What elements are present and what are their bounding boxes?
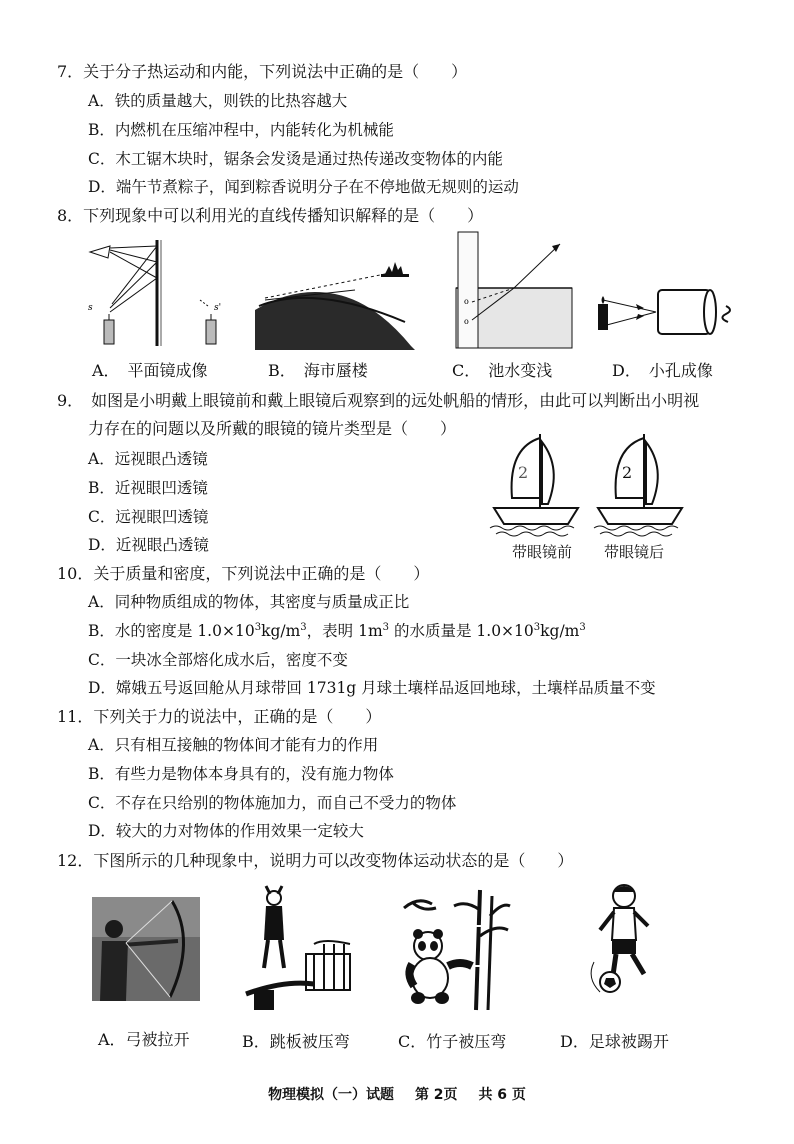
svg-text:2: 2: [622, 463, 633, 482]
q12-caption-c: C．竹子被压弯: [398, 1032, 507, 1051]
diving-board-figure: [244, 884, 356, 1012]
q10-stem: 10．关于质量和密度，下列说法中正确的是（ ）: [57, 564, 430, 583]
q11-option-c: C．不存在只给别的物体施加力，而自己不受力的物体: [88, 794, 457, 812]
svg-text:2: 2: [518, 463, 529, 482]
q11-option-d: D．较大的力对物体的作用效果一定较大: [88, 822, 364, 840]
page-footer: [0, 1084, 794, 1104]
pool-figure: [448, 230, 574, 350]
pinhole-figure: [596, 282, 746, 342]
q9-option-c: C．远视眼凹透镜: [88, 508, 209, 526]
mirage-figure: [255, 260, 415, 352]
panda-bamboo-figure: [400, 886, 512, 1014]
q7-stem: 7．关于分子热运动和内能，下列说法中正确的是（ ）: [57, 62, 468, 81]
q8-caption-d: D． 小孔成像: [612, 361, 713, 380]
q12-caption-a: A．弓被拉开: [98, 1030, 190, 1049]
q11-option-a: A．只有相互接触的物体间才能有力的作用: [88, 736, 379, 754]
q9-option-b: B．近视眼凹透镜: [88, 479, 208, 497]
q9-stem-line2: 力存在的问题以及所戴的眼镜的镜片类型是（ ）: [88, 419, 457, 438]
q9-caption-after: 带眼镜后: [604, 543, 665, 561]
q9-caption-before: 带眼镜前: [512, 543, 573, 561]
q9-option-a: A．远视眼凸透镜: [88, 450, 208, 468]
svg-text:o: o: [464, 317, 469, 326]
q10-option-c: C．一块冰全部熔化成水后，密度不变: [88, 651, 348, 669]
q9-option-d: D．近视眼凸透镜: [88, 536, 209, 554]
q8-caption-c: C． 池水变浅: [452, 361, 553, 380]
plane-mirror-figure: [84, 238, 234, 348]
sailboat-after-figure: [592, 428, 690, 540]
q9-stem-line1: 9． 如图是小明戴上眼镜前和戴上眼镜后观察到的远处帆船的情形，由此可以判断出小明视: [57, 391, 700, 410]
q10-option-a: A．同种物质组成的物体，其密度与质量成正比: [88, 593, 410, 611]
q10-option-b: B．水的密度是 $1.0\times 10^3kg/m^3$，表明 $1m^3$ 的水质量是 $1.0\times 10^3kg/m^3$: [88, 621, 586, 640]
q7-option-a: A．铁的质量越大，则铁的比热容越大: [88, 92, 348, 110]
sailboat-before-figure: [488, 428, 586, 540]
football-kick-figure: [584, 882, 664, 998]
label-s-prime: s': [214, 303, 222, 313]
footer-page: 第 2页: [414, 1087, 458, 1103]
q8-stem: 8．下列现象中可以利用光的直线传播知识解释的是（ ）: [57, 206, 484, 225]
q7-option-d: D．端午节煮粽子，闻到粽香说明分子在不停地做无规则的运动: [88, 178, 519, 196]
label-s: s: [88, 303, 93, 313]
q12-stem: 12．下图所示的几种现象中，说明力可以改变物体运动状态的是（ ）: [57, 851, 574, 870]
q8-caption-b: B． 海市蜃楼: [268, 361, 368, 380]
svg-text:o: o: [464, 297, 469, 306]
q12-caption-d: D．足球被踢开: [560, 1032, 669, 1051]
q8-caption-a: A． 平面镜成像: [92, 361, 208, 380]
q7-option-b: B．内燃机在压缩冲程中，内能转化为机械能: [88, 121, 394, 139]
footer-total: 共 6 页: [478, 1087, 526, 1103]
q11-stem: 11．下列关于力的说法中，正确的是（ ）: [57, 707, 382, 726]
archer-photo: [92, 897, 200, 1001]
q7-option-c: C．木工锯木块时，锯条会发烫是通过热传递改变物体的内能: [88, 150, 503, 168]
q10-option-d: D．嫦娥五号返回舱从月球带回 1731g 月球土壤样品返回地球，土壤样品质量不变: [88, 679, 656, 697]
q12-caption-b: B．跳板被压弯: [242, 1032, 350, 1051]
footer-title: 物理模拟（一）试题: [268, 1087, 395, 1103]
q11-option-b: B．有些力是物体本身具有的，没有施力物体: [88, 765, 394, 783]
